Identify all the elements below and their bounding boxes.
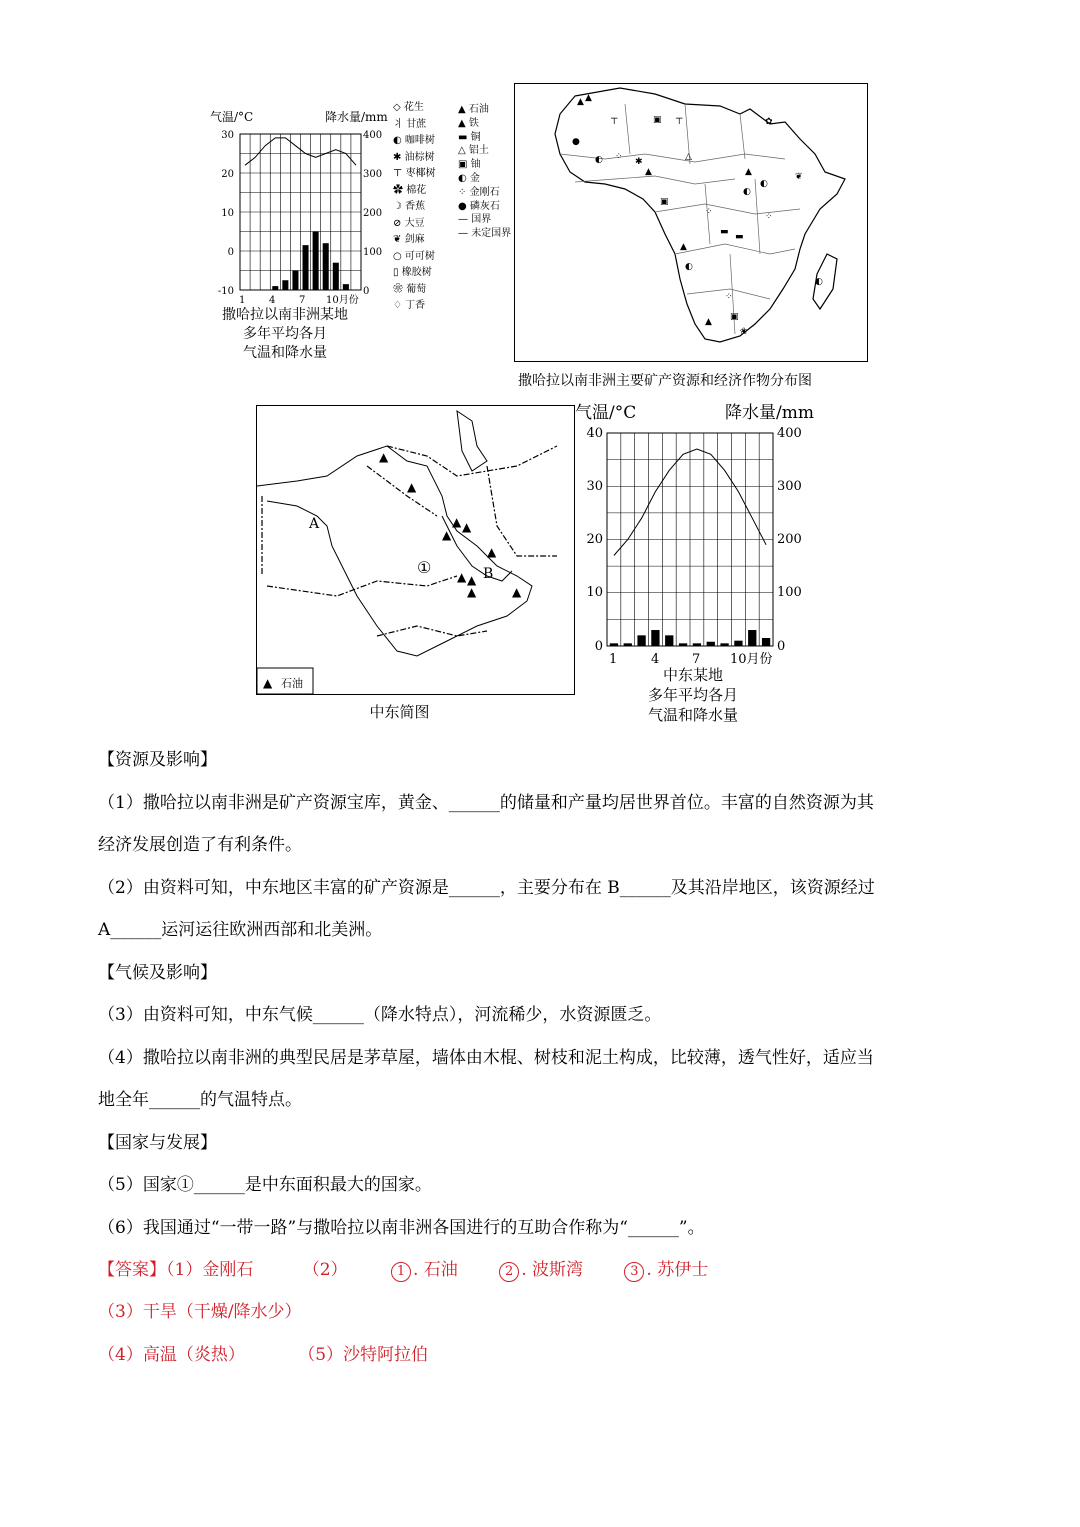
borders: [262, 446, 557, 636]
oil-palm-icon: ✱: [393, 151, 402, 163]
precip-bar: [282, 280, 288, 290]
answer-2-2: 2 . 波斯湾: [499, 1260, 583, 1280]
precip-tick: 400: [777, 426, 802, 441]
month-tick: 1: [609, 652, 618, 667]
climate-chart-africa-caption: [200, 306, 370, 363]
temp-tick: -10: [217, 286, 234, 297]
mineral-legend: [458, 103, 518, 241]
svg-text:▲: ▲: [452, 515, 462, 529]
climate-chart-middle-east-svg: [575, 398, 830, 668]
grape-icon: ❀: [393, 283, 403, 295]
legend-item: ❦ 剑麻: [393, 234, 425, 245]
svg-text:▲: ▲: [645, 167, 652, 177]
copper-icon: ▬: [458, 131, 468, 143]
climate-chart-middle-east: [575, 398, 830, 668]
legend-item: ◇ 花生: [393, 102, 424, 113]
precip-bar: [313, 232, 319, 291]
legend-item: △ 铝土: [458, 145, 489, 157]
temp-tick: 10: [586, 585, 603, 600]
legend-item: ● 磷灰石: [458, 200, 500, 212]
month-tick: 10月份: [730, 652, 773, 667]
climate-chart-africa-svg: [200, 100, 403, 306]
svg-text:⁘: ⁘: [765, 212, 773, 222]
caspian: [457, 411, 487, 471]
precip-axis-label: 降水量/mm: [725, 403, 814, 423]
legend-item: ✿ 棉花: [393, 184, 427, 196]
africa-outline: [555, 88, 845, 342]
sisal-icon: ❦: [393, 234, 402, 245]
legend-item: ▣ 铀: [458, 159, 481, 171]
clove-icon: ♢: [393, 300, 402, 311]
svg-text:⊤: ⊤: [675, 117, 684, 127]
svg-text:▲: ▲: [442, 528, 452, 542]
svg-text:◐: ◐: [595, 155, 603, 165]
section-heading: 【资源及影响】: [98, 750, 217, 770]
uranium-icon: ▣: [458, 159, 468, 171]
cotton-icon: ✿: [393, 184, 403, 196]
soybean-icon: ⊘: [393, 217, 402, 229]
temp-ticks: [218, 130, 234, 297]
month-tick: 10月份: [326, 295, 359, 306]
section-heading: 【国家与发展】: [98, 1133, 217, 1153]
temp-tick: 30: [586, 479, 603, 494]
caption-line: 多年平均各月: [647, 686, 738, 704]
svg-text:✿: ✿: [765, 117, 773, 127]
svg-text:✱: ✱: [635, 157, 643, 167]
question-3: （3）由资料可知，中东气候______（降水特点），河流稀少，水资源匮乏。: [98, 1005, 662, 1025]
precip-bar: [292, 271, 298, 291]
precip-tick: 200: [363, 208, 383, 219]
middle-east-map-caption: 中东简图: [369, 703, 430, 721]
caption-line: 气温和降水量: [647, 706, 738, 724]
label-a: A: [309, 516, 320, 532]
africa-map-svg: [515, 84, 867, 361]
svg-text:▲: ▲: [487, 545, 497, 559]
precip-bar: [748, 630, 756, 646]
legend-item: — 未定国界: [458, 228, 512, 240]
chart-grid: [240, 134, 361, 290]
temp-tick: 20: [221, 169, 234, 180]
answer-line-1: [98, 1255, 708, 1282]
month-tick: 4: [651, 652, 660, 667]
precip-tick: 300: [777, 479, 802, 494]
precip-bar: [665, 635, 673, 646]
precip-tick: 100: [777, 585, 802, 600]
precip-tick: 400: [363, 130, 383, 141]
svg-text:▣: ▣: [730, 312, 739, 322]
svg-text:▬: ▬: [720, 227, 729, 237]
svg-text:▲: ▲: [467, 585, 477, 599]
precip-tick: 0: [777, 639, 786, 654]
svg-text:❦: ❦: [795, 172, 803, 182]
question-4-line-2: 地全年______的气温特点。: [98, 1090, 302, 1110]
question-2-line-1: （2）由资料可知，中东地区丰富的矿产资源是______，主要分布在 B______及其沿岸地区，该资源经过: [98, 878, 875, 898]
month-ticks: [239, 294, 359, 306]
question-4-line-1: （4）撒哈拉以南非洲的典型民居是茅草屋，墙体由木棍、树枝和泥土构成，比较薄，透气性好，适应当: [98, 1048, 874, 1068]
svg-text:▣: ▣: [660, 197, 669, 207]
africa-map: [514, 83, 868, 362]
climate-chart-middle-east-caption: [608, 665, 778, 725]
question-2-line-2: A______运河运往欧洲西部和北美洲。: [98, 920, 383, 940]
svg-text:⁘: ⁘: [615, 152, 623, 162]
precip-ticks: [363, 130, 382, 297]
precip-bar: [679, 643, 687, 646]
month-tick: 4: [269, 295, 276, 306]
coffee-icon: ◐: [393, 135, 402, 146]
precip-bar: [693, 643, 701, 646]
legend-item: ⁘ 金刚石: [458, 186, 500, 198]
answer-line-3: [98, 1340, 428, 1365]
caption-line: 多年平均各月: [243, 326, 327, 342]
climate-chart-africa: [200, 100, 403, 306]
cocoa-icon: ○: [393, 250, 402, 262]
svg-text:▲: ▲: [462, 520, 472, 534]
legend-item: ▲ 石油: [458, 104, 489, 115]
month-tick: 7: [692, 652, 701, 667]
answer-2-label: （2）: [302, 1260, 348, 1280]
oil-icon: ▲: [458, 104, 466, 115]
sugarcane-icon: ⺦: [393, 118, 403, 130]
svg-text:▲: ▲: [585, 93, 592, 103]
circle-number-3: 3: [624, 1262, 644, 1282]
precip-bar: [637, 635, 645, 646]
precip-bar: [624, 643, 632, 646]
svg-text:⁘: ⁘: [725, 292, 733, 302]
temp-tick: 0: [227, 247, 234, 258]
svg-text:▲: ▲: [680, 242, 687, 252]
caption-line: 气温和降水量: [243, 345, 327, 361]
svg-text:△: △: [685, 152, 692, 162]
circle-number-1: 1: [391, 1262, 411, 1282]
svg-text:⁘: ⁘: [705, 207, 713, 217]
legend-item: ⊘ 大豆: [393, 217, 425, 229]
svg-text:▲: ▲: [705, 317, 712, 327]
temp-ticks: [586, 426, 603, 654]
question-1-line-2: 经济发展创造了有利条件。: [98, 835, 302, 855]
precip-bar: [610, 643, 618, 646]
diamond-icon: ⁘: [458, 186, 467, 198]
svg-text:●: ●: [572, 137, 580, 147]
crop-legend: [393, 100, 455, 315]
precip-bar: [333, 263, 339, 290]
legend-item: ✱ 油棕树: [393, 151, 435, 163]
svg-text:▲: ▲: [745, 167, 752, 177]
legend-item: ○ 可可树: [393, 250, 435, 262]
oil-legend-label: 石油: [281, 677, 303, 690]
middle-east-map: [256, 405, 575, 695]
legend-item: ⊤ 枣椰树: [393, 168, 436, 179]
rubber-icon: ▯: [393, 267, 399, 278]
temp-axis-label: 气温/°C: [210, 110, 254, 124]
temp-tick: 40: [586, 426, 603, 441]
question-6: （6）我国通过“一带一路”与撒哈拉以南非洲各国进行的互助合作称为“______”。: [98, 1218, 705, 1238]
precip-bar: [272, 286, 278, 290]
legend-item: ♢ 丁香: [393, 300, 426, 311]
legend-item: ☽ 香蕉: [393, 201, 426, 212]
svg-text:▲: ▲: [467, 573, 477, 587]
precip-bar: [303, 245, 309, 290]
precip-tick: 0: [363, 286, 370, 297]
svg-text:◐: ◐: [685, 262, 693, 272]
legend-item: ⺦ 甘蔗: [393, 118, 427, 130]
legend-item: ▬ 铜: [458, 131, 481, 143]
undefined-border-icon: —: [458, 228, 468, 240]
chart-grid: [607, 433, 773, 646]
precip-tick: 200: [777, 532, 802, 547]
oil-legend-icon: ▲: [263, 676, 273, 690]
caption-line: 中东某地: [662, 666, 723, 684]
africa-map-caption: 撒哈拉以南非洲主要矿产资源和经济作物分布图: [518, 373, 812, 389]
svg-text:▲: ▲: [577, 97, 584, 107]
answer-4: （4）高温（炎热）: [98, 1345, 245, 1365]
precip-bar: [343, 284, 349, 290]
country-borders: [560, 104, 800, 334]
gold-icon: ◐: [458, 172, 467, 184]
svg-text:❀: ❀: [740, 327, 748, 337]
legend-item: ❀ 葡萄: [393, 283, 427, 295]
legend-item: — 国界: [458, 214, 492, 226]
svg-text:▣: ▣: [653, 115, 662, 125]
resource-symbols: [572, 93, 823, 337]
peanut-icon: ◇: [393, 102, 401, 113]
banana-icon: ☽: [393, 201, 402, 212]
svg-text:▲: ▲: [512, 585, 522, 599]
circle-number-2: 2: [499, 1262, 519, 1282]
temp-tick: 0: [594, 639, 603, 654]
apatite-icon: ●: [458, 200, 467, 212]
svg-text:▬: ▬: [735, 232, 744, 242]
precip-bar: [720, 643, 728, 646]
label-b: B: [483, 566, 494, 582]
label-country-1: ①: [417, 558, 432, 577]
date-palm-icon: ⊤: [393, 168, 403, 179]
svg-text:▲: ▲: [407, 480, 417, 494]
svg-text:▲: ▲: [457, 570, 467, 584]
answer-label: 【答案】: [98, 1260, 166, 1280]
temp-tick: 30: [221, 130, 234, 141]
middle-east-map-svg: [257, 406, 574, 694]
svg-text:◐: ◐: [743, 187, 751, 197]
month-tick: 7: [299, 295, 306, 306]
svg-text:◐: ◐: [760, 179, 768, 189]
svg-text:⊤: ⊤: [610, 117, 619, 127]
question-5: （5）国家①______是中东面积最大的国家。: [98, 1175, 432, 1195]
section-heading: 【气候及影响】: [98, 963, 217, 983]
answer-1: （1）金刚石: [166, 1260, 254, 1280]
precip-bar: [651, 630, 659, 646]
precip-bar: [707, 642, 715, 646]
answer-2-1: 1 . 石油: [391, 1260, 458, 1280]
legend-item: ▯ 橡胶树: [393, 267, 432, 278]
iron-icon: ▲: [458, 117, 466, 129]
month-tick: 1: [239, 295, 246, 306]
temp-tick: 20: [586, 532, 603, 547]
precip-bar: [734, 641, 742, 646]
legend-item: ◐ 咖啡树: [393, 135, 435, 146]
temp-axis-label: 气温/°C: [575, 403, 637, 423]
answer-2-3: 3 . 苏伊士: [624, 1260, 708, 1280]
precip-bar: [323, 243, 329, 290]
precip-ticks: [777, 426, 802, 654]
precip-tick: 100: [363, 247, 383, 258]
border-line-icon: —: [458, 214, 468, 226]
legend-item: ◐ 金: [458, 172, 480, 184]
answer-5: （5）沙特阿拉伯: [298, 1345, 429, 1365]
temp-tick: 10: [221, 208, 234, 219]
legend-item: ▲ 铁: [458, 117, 479, 129]
bauxite-icon: △: [458, 145, 466, 157]
svg-text:▲: ▲: [379, 450, 389, 464]
precip-bar: [762, 638, 770, 646]
precip-axis-label: 降水量/mm: [325, 110, 388, 124]
svg-text:◐: ◐: [815, 277, 823, 287]
caption-line: 撒哈拉以南非洲某地: [222, 307, 348, 323]
question-1-line-1: （1）撒哈拉以南非洲是矿产资源宝库，黄金、______的储量和产量均居世界首位。丰富的自然资源为其: [98, 793, 874, 813]
precip-tick: 300: [363, 169, 383, 180]
answer-3: （3）干旱（干燥/降水少）: [98, 1302, 302, 1322]
